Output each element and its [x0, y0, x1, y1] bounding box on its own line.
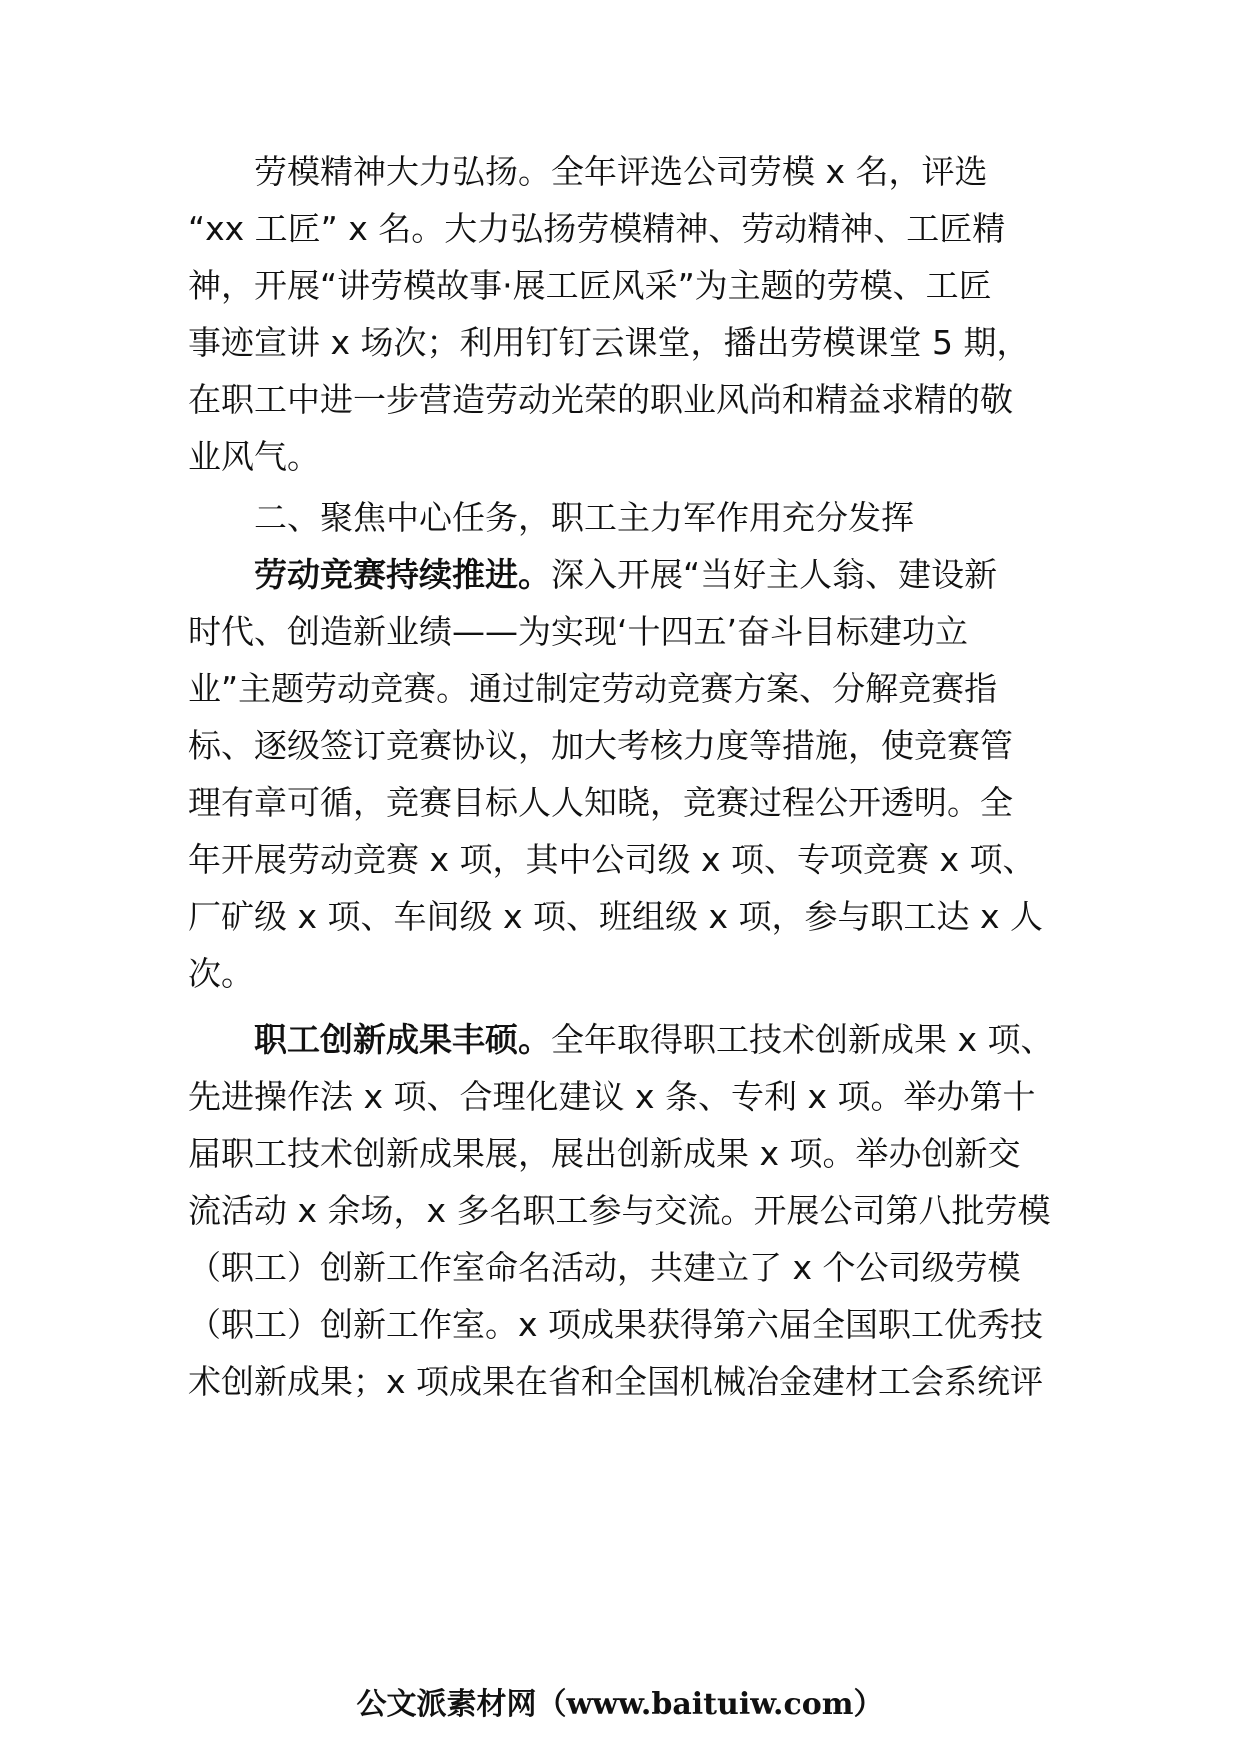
paragraph-1-line-4: 事迹宣讲 x 场次；利用钉钉云课堂，播出劳模课堂 5 期， [188, 323, 1030, 362]
paragraph-1-line-6: 业风气。 [188, 437, 320, 476]
paragraph-2-line-4: 标、逐级签订竞赛协议，加大考核力度等措施，使竞赛管 [188, 726, 1013, 765]
paragraph-3-line-1 [254, 1018, 1134, 1062]
paragraph-3-line-5: （职工）创新工作室命名活动，共建立了 x 个公司级劳模 [188, 1248, 1021, 1287]
paragraph-2-line-7: 厂矿级 x 项、车间级 x 项、班组级 x 项，参与职工达 x 人 [188, 897, 1044, 936]
paragraph-2-line-5: 理有章可循，竞赛目标人人知晓，竞赛过程公开透明。全 [188, 783, 1013, 822]
paragraph-1-line-2: “xx 工匠” x 名。大力弘扬劳模精神、劳动精神、工匠精 [188, 209, 1006, 248]
paragraph-3-line-7: 术创新成果；x 项成果在省和全国机械冶金建材工会系统评 [188, 1362, 1044, 1401]
footer-source: 公文派素材网（www.baituiw.com） [356, 1687, 884, 1722]
paragraph-2-line-1 [254, 553, 1134, 597]
paragraph-3-line-6: （职工）创新工作室。x 项成果获得第六届全国职工优秀技 [188, 1305, 1044, 1344]
paragraph-2-lead: 劳动竞赛持续推进。 [254, 555, 551, 594]
paragraph-3-line-2: 先进操作法 x 项、合理化建议 x 条、专利 x 项。举办第十 [188, 1077, 1036, 1116]
paragraph-3-line-4: 流活动 x 余场，x 多名职工参与交流。开展公司第八批劳模 [188, 1191, 1051, 1230]
paragraph-2-first-line-text: 深入开展“当好主人翁、建设新 [551, 555, 998, 594]
paragraph-2-line-8: 次。 [188, 954, 254, 993]
paragraph-3-first-line-text: 全年取得职工技术创新成果 x 项、 [551, 1020, 1054, 1059]
paragraph-2-line-3: 业”主题劳动竞赛。通过制定劳动竞赛方案、分解竞赛指 [188, 669, 998, 708]
paragraph-3-line-3: 届职工技术创新成果展，展出创新成果 x 项。举办创新交 [188, 1134, 1021, 1173]
paragraph-2-line-2: 时代、创造新业绩——为实现‘十四五’奋斗目标建功立 [188, 612, 968, 651]
paragraph-1-line-5: 在职工中进一步营造劳动光荣的职业风尚和精益求精的敬 [188, 380, 1013, 419]
paragraph-1-line-1: 劳模精神大力弘扬。全年评选公司劳模 x 名，评选 [254, 152, 988, 191]
paragraph-3-lead: 职工创新成果丰硕。 [254, 1020, 551, 1059]
section-heading: 二、聚焦中心任务，职工主力军作用充分发挥 [254, 498, 914, 537]
paragraph-1-line-3: 神，开展“讲劳模故事·展工匠风采”为主题的劳模、工匠 [188, 266, 992, 305]
paragraph-2-line-6: 年开展劳动竞赛 x 项，其中公司级 x 项、专项竞赛 x 项、 [188, 840, 1036, 879]
